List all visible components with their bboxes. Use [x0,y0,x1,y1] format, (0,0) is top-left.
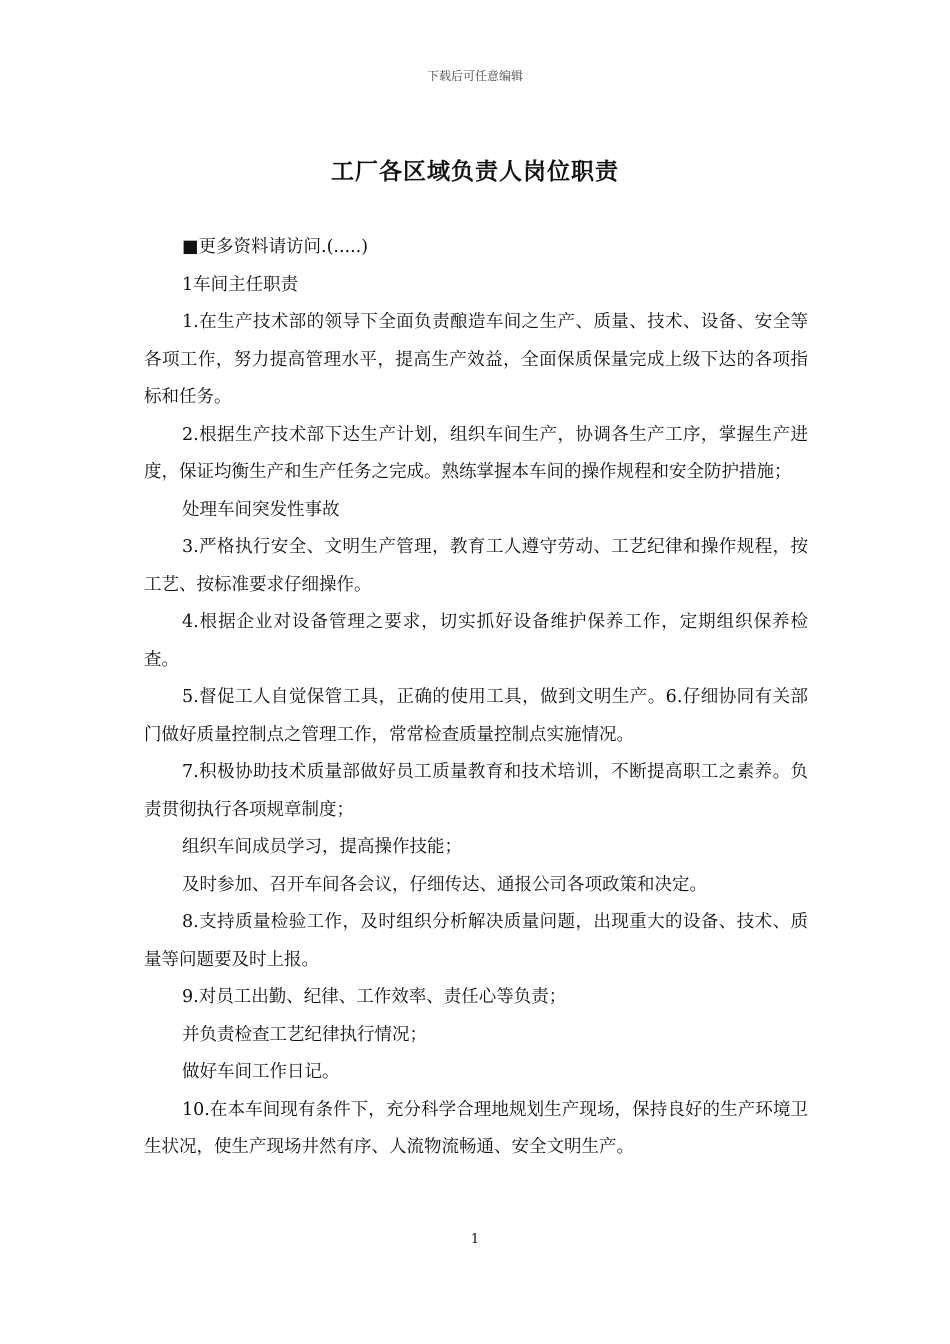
section-heading-workshop-director: 1车间主任职责 [182,274,299,295]
paragraph-duty-7: 7.积极协助技术质量部做好员工质量教育和技术培训，不断提高职工之素养。负责贯彻执行各项规章制度； [144,762,808,820]
paragraph-meetings: 及时参加、召开车间各会议，仔细传达、通报公司各项政策和决定。 [182,874,707,895]
document-body [144,229,808,1167]
paragraph-check-discipline: 并负责检查工艺纪律执行情况； [182,1024,427,1045]
paragraph-duty-9: 9.对员工出勤、纪律、工作效率、责任心等负责； [182,987,567,1007]
paragraph-duty-4: 4.根据企业对设备管理之要求，切实抓好设备维护保养工作，定期组织保养检查。 [144,612,808,670]
paragraph-duty-1: 1.在生产技术部的领导下全面负责酿造车间之生产、质量、技术、设备、安全等各项工作，努力提高管理水平，提高生产效益，全面保质保量完成上级下达的各项指标和任务。 [144,312,808,407]
page-number: 1 [470,1232,480,1247]
paragraph-emergency: 处理车间突发性事故 [182,499,340,520]
paragraph-duty-3: 3.严格执行安全、文明生产管理，教育工人遵守劳动、工艺纪律和操作规程，按工艺、按标准要求仔细操作。 [144,537,808,595]
paragraph-duty-5-6: 5.督促工人自觉保管工具，正确的使用工具，做到文明生产。6.仔细协同有关部门做好质量控制点之管理工作，常常检查质量控制点实施情况。 [144,687,808,745]
paragraph-organize-study: 组织车间成员学习，提高操作技能； [182,837,462,857]
header-note: 下载后可任意编辑 [426,69,523,83]
paragraph-duty-2: 2.根据生产技术部下达生产计划，组织车间生产，协调各生产工序，掌握生产进度，保证均衡生产和生产任务之完成。熟练掌握本车间的操作规程和安全防护措施； [144,424,808,482]
paragraph-duty-10: 10.在本车间现有条件下，充分科学合理地规划生产现场，保持良好的生产环境卫生状况，使生产现场井然有序、人流物流畅通、安全文明生产。 [144,1099,808,1157]
document-title: 工厂各区域负责人岗位职责 [331,158,619,185]
paragraph-duty-8: 8.支持质量检验工作，及时组织分析解决质量问题，出现重大的设备、技术、质量等问题要及时上报。 [144,912,808,970]
paragraph-work-log: 做好车间工作日记。 [182,1062,340,1082]
paragraph-more-info: ■更多资料请访问.(.....) [182,237,369,257]
